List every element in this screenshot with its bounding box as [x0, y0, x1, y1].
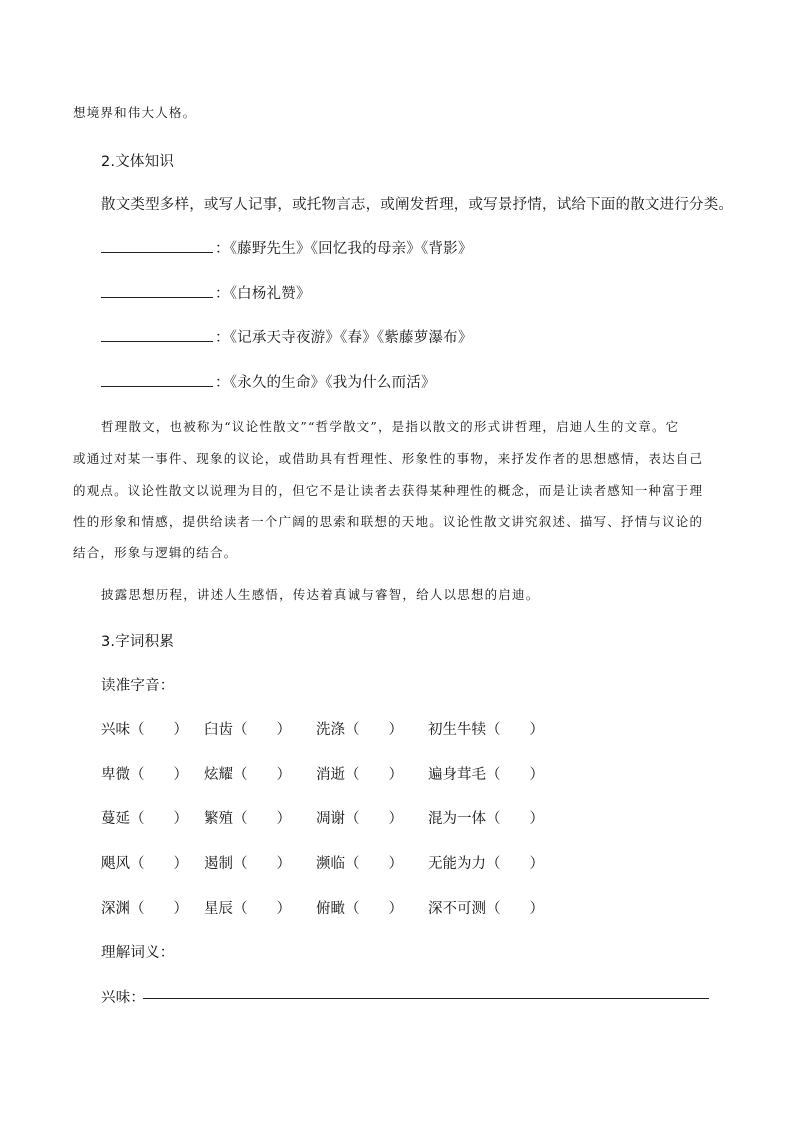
pronunciation-item[interactable]: 卑微（ ）	[101, 767, 188, 783]
classification-works: ：《永久的生命》《我为什么而活》	[215, 375, 436, 391]
meaning-label: 理解词义：	[101, 945, 175, 961]
pronunciation-item[interactable]: 初生牛犊（ ）	[428, 722, 544, 738]
classification-item	[101, 326, 473, 347]
meaning-answer-line[interactable]	[143, 997, 709, 999]
pronunciation-item[interactable]: 炫耀（ ）	[204, 767, 291, 783]
pronunciation-item[interactable]: 繁殖（ ）	[204, 811, 291, 827]
classification-works: ：《藤野先生》《回忆我的母亲》《背影》	[215, 241, 473, 257]
answer-blank[interactable]	[101, 283, 213, 298]
pronunciation-item[interactable]: 濒临（ ）	[316, 856, 403, 872]
section3-heading: 3.字词积累	[101, 634, 175, 650]
intro-tail-text: 想境界和伟大人格。	[73, 105, 197, 120]
classification-item	[101, 371, 436, 392]
pronunciation-item[interactable]: 蔓延（ ）	[101, 811, 188, 827]
answer-blank[interactable]	[101, 327, 213, 342]
pronunciation-item[interactable]: 遏制（ ）	[204, 856, 291, 872]
classification-works: ：《记承天寺夜游》《春》《紫藤萝瀑布》	[215, 330, 473, 346]
classification-item	[101, 237, 473, 258]
classification-item	[101, 282, 311, 303]
meaning-item-label: 兴味：	[101, 990, 146, 1006]
pronunciation-item[interactable]: 凋谢（ ）	[316, 811, 403, 827]
pronunciation-item[interactable]: 深渊（ ）	[101, 901, 188, 917]
pronunciation-item[interactable]: 消逝（ ）	[316, 767, 403, 783]
pronunciation-item[interactable]: 兴味（ ）	[101, 722, 188, 738]
pronunciation-item[interactable]: 洗涤（ ）	[316, 722, 403, 738]
pronunciation-item[interactable]: 混为一体（ ）	[428, 811, 544, 827]
pronunciation-item[interactable]: 无能为力（ ）	[428, 856, 544, 872]
explanation-line: 哲理散文，也被称为“议论性散文”“哲学散文”，是指以散文的形式讲哲理，启迪人生的文章。它	[101, 419, 680, 434]
classification-works: ：《白杨礼赞》	[215, 286, 311, 302]
summary-line: 披露思想历程，讲述人生感悟，传达着真诚与睿智，给人以思想的启迪。	[101, 587, 540, 602]
pronunciation-item[interactable]: 臼齿（ ）	[204, 722, 291, 738]
pronunciation-item[interactable]: 深不可测（ ）	[428, 901, 544, 917]
pronunciation-label: 读准字音：	[101, 678, 175, 694]
answer-blank[interactable]	[101, 372, 213, 387]
explanation-line: 性的形象和情感，提供给读者一个广阔的思索和联想的天地。议论性散文讲究叙述、描写、抒情与议论的	[73, 514, 704, 529]
answer-blank[interactable]	[101, 238, 213, 253]
pronunciation-item[interactable]: 遍身茸毛（ ）	[428, 767, 544, 783]
pronunciation-item[interactable]: 星辰（ ）	[204, 901, 291, 917]
pronunciation-item[interactable]: 飓风（ ）	[101, 856, 188, 872]
explanation-line: 的观点。议论性散文以说理为目的，但它不是让读者去获得某种理性的概念，而是让读者感知一种富于理	[73, 483, 704, 498]
explanation-line: 结合，形象与逻辑的结合。	[73, 545, 238, 560]
explanation-line: 或通过对某一事件、现象的议论，或借助具有哲理性、形象性的事物，来抒发作者的思想感情，表达自己	[73, 451, 704, 466]
pronunciation-item[interactable]: 俯瞰（ ）	[316, 901, 403, 917]
section2-heading: 2.文体知识	[101, 154, 175, 170]
section2-instruction: 散文类型多样，或写人记事，或托物言志，或阐发哲理，或写景抒情，试给下面的散文进行分类。	[101, 197, 734, 213]
